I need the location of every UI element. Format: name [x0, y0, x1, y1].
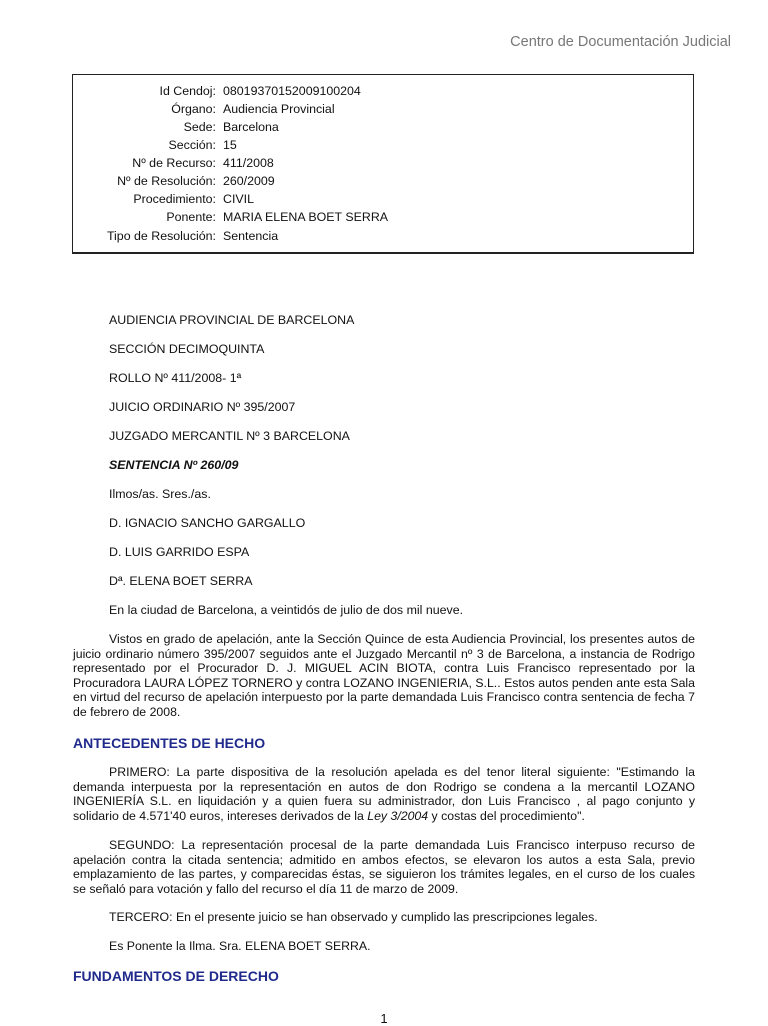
meta-row-procedimiento — [73, 190, 693, 208]
page-number: 1 — [380, 1011, 388, 1026]
segundo-paragraph: SEGUNDO: La representación procesal de la parte demandada Luis Francisco interpuso recurso de apelación contra la citada sentencia; admitido en ambos efectos, se elevaron los autos a esta Sala, previo emplazamiento de las partes, y comparecidas éstas, se siguieron los trámites legales, en el curso de los cuales se señaló para votación y fallo del recurso el día 11 de marzo de 2009. — [73, 838, 695, 896]
meta-key: Ponente: — [166, 210, 216, 224]
meta-key: Procedimiento: — [133, 192, 216, 206]
primero-paragraph — [73, 765, 695, 823]
meta-row-sede — [73, 118, 693, 136]
meta-value: Sentencia — [223, 229, 279, 243]
meta-value: CIVIL — [223, 192, 254, 206]
meta-key: Órgano: — [171, 102, 216, 116]
meta-key: Tipo de Resolución: — [106, 229, 216, 243]
rollo-number: ROLLO Nº 411/2008- 1ª — [109, 371, 242, 385]
meta-key: Nº de Recurso: — [132, 156, 216, 170]
meta-value: 15 — [223, 138, 237, 152]
juzgado-name: JUZGADO MERCANTIL Nº 3 BARCELONA — [109, 429, 350, 443]
primero-text-end: y costas del procedimiento". — [431, 808, 585, 823]
meta-row-organo — [73, 100, 693, 118]
juicio-number: JUICIO ORDINARIO Nº 395/2007 — [109, 400, 296, 414]
meta-row-id-cendoj — [73, 82, 693, 100]
meta-value: Barcelona — [223, 120, 279, 134]
meta-row-tipo-resolucion — [73, 227, 693, 245]
meta-row-recurso — [73, 154, 693, 172]
vistos-paragraph: Vistos en grado de apelación, ante la Sección Quince de esta Audiencia Provincial, los presentes autos de juicio ordinario número 395/2007 seguidos ante el Juzgado Mercantil nº 3 de Barcelona, a instancia de Rodrigo representado por el Procurador D. J. MIGUEL ACIN BIOTA, contra Luis Francisco representado por la Procuradora LAURA LÓPEZ TORNERO y contra LOZANO INGENIERIA, S.L.. Estos autos penden ante esta Sala en virtud del recurso de apelación interpuesto por la parte demandada Luis Francisco contra sentencia de fecha 7 de febrero de 2008. — [73, 632, 695, 719]
meta-row-seccion — [73, 136, 693, 154]
tercero-paragraph: TERCERO: En el presente juicio se han observado y cumplido las prescripciones legales. — [109, 910, 598, 924]
judge-name: D. IGNACIO SANCHO GARGALLO — [109, 516, 306, 530]
meta-key: Id Cendoj: — [159, 84, 216, 98]
meta-key: Nº de Resolución: — [117, 174, 216, 188]
meta-row-resolucion — [73, 172, 693, 190]
meta-key: Sede: — [183, 120, 216, 134]
antecedentes-heading: ANTECEDENTES DE HECHO — [73, 735, 266, 751]
fundamentos-heading: FUNDAMENTOS DE DERECHO — [73, 968, 279, 984]
metadata-box — [72, 74, 694, 254]
meta-row-ponente — [73, 208, 693, 226]
meta-value: 411/2008 — [223, 156, 274, 170]
city-date-line: En la ciudad de Barcelona, a veintidós de julio de dos mil nueve. — [109, 603, 464, 617]
judge-name: Dª. ELENA BOET SERRA — [109, 574, 253, 588]
court-section: SECCIÓN DECIMOQUINTA — [109, 342, 265, 356]
header-title: Centro de Documentación Judicial — [510, 34, 731, 50]
sentencia-number: SENTENCIA Nº 260/09 — [109, 458, 239, 472]
court-name: AUDIENCIA PROVINCIAL DE BARCELONA — [109, 313, 355, 327]
meta-key: Sección: — [168, 138, 216, 152]
meta-value: MARIA ELENA BOET SERRA — [223, 210, 389, 224]
ponente-paragraph: Es Ponente la Ilma. Sra. ELENA BOET SERRA. — [109, 939, 371, 953]
judge-name: D. LUIS GARRIDO ESPA — [109, 545, 250, 559]
meta-value: 260/2009 — [223, 174, 275, 188]
ilmos-line: Ilmos/as. Sres./as. — [109, 487, 211, 501]
law-reference: Ley 3/2004 — [367, 808, 429, 823]
primero-text: PRIMERO: La parte dispositiva de la resolución apelada es del tenor literal siguiente: "Estimando la demanda interpuesta por la representación en autos de don Rodrigo se condena a la mercantil LOZANO INGENIERÍA S.L. en liquidación y a quien fuera su administrador, don Luis Francisco , al pago conjunto y solidario de 4.571'40 euros, intereses derivados de la — [73, 765, 695, 823]
meta-value: 08019370152009100204 — [223, 84, 361, 98]
meta-value: Audiencia Provincial — [223, 102, 335, 116]
